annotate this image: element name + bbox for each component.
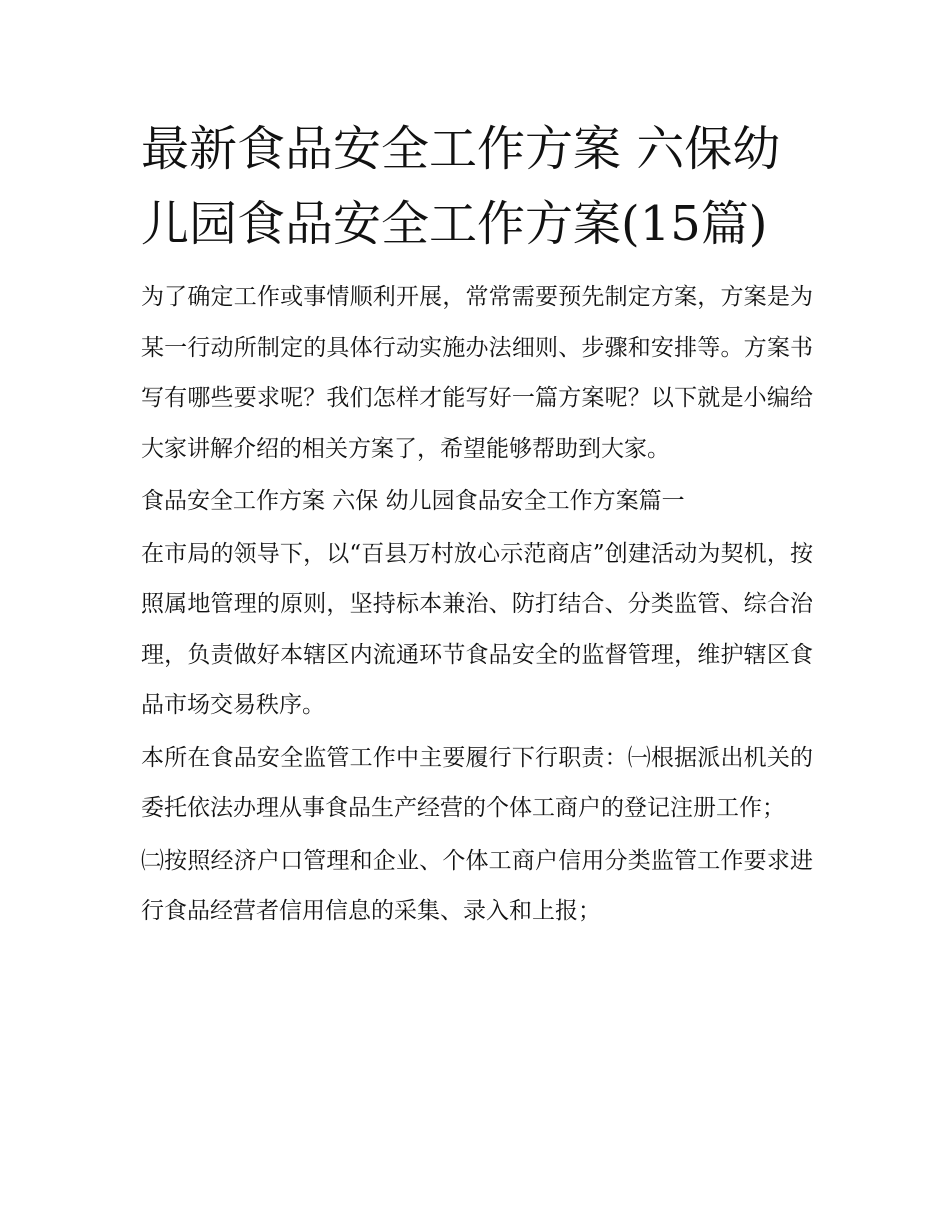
document-title: 最新食品安全工作方案 六保幼儿园食品安全工作方案(15篇) [141, 121, 781, 252]
body-paragraph: ㈡按照经济户口管理和企业、个体工商户信用分类监管工作要求进行食品经营者信用信息的采集、录入和上报； [141, 847, 813, 924]
body-paragraph: 本所在食品安全监管工作中主要履行下行职责：㈠根据派出机关的委托依法办理从事食品生产经营的个体工商户的登记注册工作； [141, 744, 813, 821]
body-paragraph: 在市局的领导下，以“百县万村放心示范商店”创建活动为契机，按照属地管理的原则，坚持标本兼治、防打结合、分类监管、综合治理，负责做好本辖区内流通环节食品安全的监督管理，维护辖区食品市场交易秩序。 [141, 540, 813, 718]
section-heading: 食品安全工作方案 六保 幼儿园食品安全工作方案篇一 [141, 488, 685, 514]
intro-paragraph: 为了确定工作或事情顺利开展，常常需要预先制定方案，方案是为某一行动所制定的具体行动实施办法细则、步骤和安排等。方案书写有哪些要求呢？我们怎样才能写好一篇方案呢？以下就是小编给大家讲解介绍的相关方案了，希望能够帮助到大家。 [141, 284, 813, 462]
document-page [141, 112, 813, 939]
